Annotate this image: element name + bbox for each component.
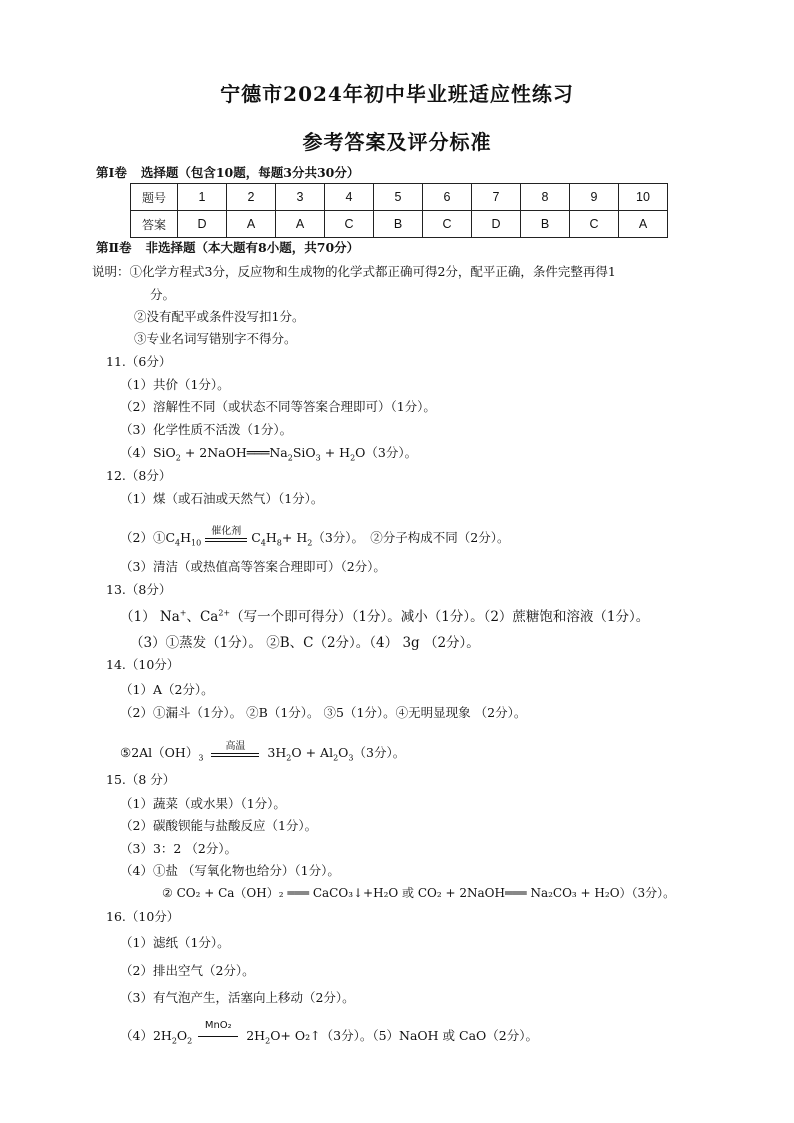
reaction-arrow: [205, 525, 247, 546]
document-title: 宁德市2024年初中毕业班适应性练习: [220, 82, 574, 106]
table-cell: D: [472, 211, 521, 238]
q16-answer-1: （1）滤纸（1分）。: [120, 935, 230, 950]
q15-answer-2: （2）碳酸钡能与盐酸反应（1分）。: [120, 818, 318, 833]
table-cell: C: [325, 211, 374, 238]
q11-a4-text: SiO: [292, 445, 316, 460]
q15-answer-1: （1）蔬菜（或水果）（1分）。: [120, 796, 286, 811]
reaction-arrow: [211, 740, 259, 761]
high-temperature-condition: 高温: [225, 740, 246, 752]
q13-answer-2: （3）①蒸发（1分）。 ②B、C（2分）。（4） 3g （2分）。: [130, 635, 480, 651]
q13-a1-text: （1） Na: [120, 609, 180, 625]
q14-a3-text: （3分）。: [353, 745, 406, 760]
q11-a4-text: （4）SiO: [120, 445, 176, 460]
question-11-number: 11.（6分）: [106, 354, 172, 369]
part1-desc: 选择题（包含10题，每题3分共30分）: [140, 165, 360, 180]
q12-a2-text: C: [251, 530, 261, 545]
q16-answer-4: $(4)2H_2O_2$ MnO₂ $2H_2O+$ O₂↑（3分）。（5）NaOH 或 CaO（2分）。: [120, 1019, 538, 1046]
part2-label: 第Ⅱ卷: [96, 240, 132, 255]
part1-heading: [96, 163, 359, 181]
q11-answer-1: （1）共价（1分）。: [120, 377, 230, 392]
table-cell: 10: [619, 184, 668, 211]
part2-heading: [96, 238, 359, 256]
note-3: ③专业名词写错别字不得分。: [134, 331, 297, 346]
q13-a1-text: 、Ca: [186, 609, 219, 625]
table-cell: 8: [521, 184, 570, 211]
table-cell: 1: [178, 184, 227, 211]
part1-label: 第Ⅰ卷: [96, 165, 127, 180]
q12-a2-text: （2）①C: [120, 530, 176, 545]
q12-answer-1: （1）煤（或石油或天然气）（1分）。: [120, 491, 324, 506]
note-2: ②没有配平或条件没写扣1分。: [134, 309, 305, 324]
table-cell: B: [374, 211, 423, 238]
table-cell: 3: [276, 184, 325, 211]
table-cell: C: [423, 211, 472, 238]
q12-answer-2: $(2)①C_4H_{10}$ 催化剂 $C_4H_8+ H_2(3$分）。 ②分子构成不同（2分）。: [120, 528, 510, 548]
q12-a2-text: H: [265, 530, 277, 545]
q11-a4-text: + H: [320, 445, 351, 460]
table-header-question-number: 题号: [131, 184, 178, 211]
question-14-number: 14.（10分）: [106, 657, 180, 672]
note-1: 说明：①化学方程式3分，反应物和生成物的化学式都正确可得2分，配平正确，条件完整再得1: [92, 264, 616, 279]
table-row: [131, 211, 668, 238]
table-cell: 4: [325, 184, 374, 211]
table-cell: 6: [423, 184, 472, 211]
q16-answer-2: （2）排出空气（2分）。: [120, 963, 255, 978]
mno2-catalyst-condition: MnO₂: [204, 1019, 232, 1031]
q11-answer-3: （3）化学性质不活泼（1分）。: [120, 422, 293, 437]
table-cell: D: [178, 211, 227, 238]
q14-a3-text: O + Al: [291, 745, 334, 760]
note-1-continued: 分。: [150, 287, 176, 302]
q11-answer-2: （2）溶解性不同（或状态不同等答案合理即可）（1分）。: [120, 399, 436, 414]
table-cell: 5: [374, 184, 423, 211]
q13-answer-1: （1） Na+、$Ca^{2+}$（写一个即可得分）（1分）。减小（1分）。（2）蔗糖饱和溶液（1分）。: [120, 608, 650, 625]
table-cell: C: [570, 211, 619, 238]
q15-answer-4: （4）①盐 （写氧化物也给分）（1分）。: [120, 863, 340, 878]
q14-answer-2: （2）①漏斗（1分）。 ②B（1分）。 ③5（1分）。④无明显现象 （2分）。: [120, 705, 527, 720]
q11-a4-text: + 2NaOH═══Na: [180, 445, 288, 460]
q15-answer-5: ② CO₂ + Ca（OH）₂ ═══ CaCO₃↓+H₂O 或 CO₂ + 2NaOH═══ Na₂CO₃ + H₂O）（3分）。: [162, 886, 676, 900]
q12-answer-3: （3）清洁（或热值高等答案合理即可）（2分）。: [120, 559, 386, 574]
question-15-number: 15.（8 分）: [106, 772, 176, 787]
q12-a2-text: + H: [281, 530, 308, 545]
q16-a4-text: 2H: [246, 1028, 266, 1043]
q14-a3-text: 3H: [267, 745, 287, 760]
table-cell: 2: [227, 184, 276, 211]
part2-desc: 非选择题（本大题有8小题，共70分）: [145, 240, 360, 255]
table-cell: A: [276, 211, 325, 238]
q16-a4-text: O+ O₂↑（3分）。（5）NaOH 或 CaO（2分）。: [270, 1028, 538, 1043]
q11-a4-text: O（3分）。: [355, 445, 418, 460]
question-16-number: 16.（10分）: [106, 909, 180, 924]
q14-answer-3: $⑤2Al(OH)_3$ 高温 $3H_2O + Al_2O_3(3$分）。: [120, 743, 405, 763]
q13-a1-text: （写一个即可得分）（1分）。减小（1分）。（2）蔗糖饱和溶液（1分）。: [230, 609, 650, 625]
q14-answer-1: （1）A（2分）。: [120, 682, 214, 697]
document-subtitle: 参考答案及评分标准: [302, 130, 492, 154]
question-13-number: 13.（8分）: [106, 582, 172, 597]
table-cell: B: [521, 211, 570, 238]
q11-answer-4: $(4)SiO_2 + 2NaOH═══Na_2SiO_3 + H_2O(3$分）。: [120, 445, 418, 463]
table-cell: A: [227, 211, 276, 238]
table-cell: 9: [570, 184, 619, 211]
q12-a2-text: H: [180, 530, 192, 545]
table-cell: A: [619, 211, 668, 238]
q12-a2-text: （3分）。 ②分子构成不同（2分）。: [312, 530, 510, 545]
catalyst-condition: 催化剂: [211, 525, 242, 537]
q16-a4-text: （4）2H: [120, 1028, 172, 1043]
q16-answer-3: （3）有气泡产生，活塞向上移动（2分）。: [120, 990, 355, 1005]
reaction-arrow: [198, 1019, 238, 1044]
question-12-number: 12.（8分）: [106, 468, 172, 483]
table-header-answer: 答案: [131, 211, 178, 238]
multiple-choice-answer-table: [130, 183, 668, 238]
table-row: [131, 184, 668, 211]
table-cell: 7: [472, 184, 521, 211]
q15-answer-3: （3）3：2 （2分）。: [120, 841, 238, 856]
q14-a3-text: ⑤2Al（OH）: [120, 745, 199, 760]
